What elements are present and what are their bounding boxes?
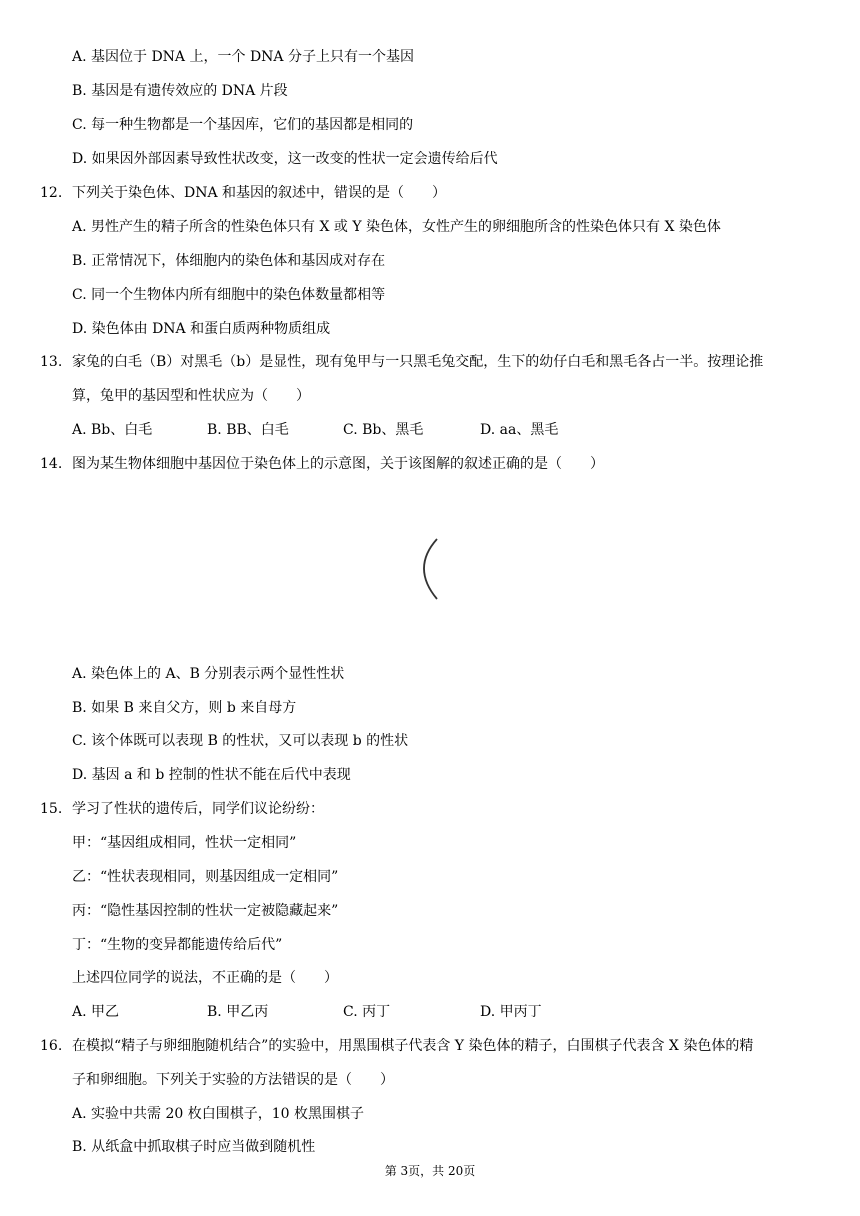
q15-option-a: A. 甲乙 — [72, 1004, 120, 1020]
page-footer: 第 3页，共 20页 — [384, 1164, 476, 1178]
q16-number: 16. — [40, 1038, 63, 1054]
q13-option-d: D. aa、黑毛 — [480, 422, 559, 438]
q15-option-d: D. 甲丙丁 — [480, 1004, 542, 1020]
q13-option-a: A. Bb、白毛 — [72, 422, 153, 438]
q14-option-a: A. 染色体上的 A、B 分别表示两个显性性状 — [72, 666, 345, 682]
q15-option-c: C. 丙丁 — [343, 1004, 391, 1020]
q13-stem-line2: 算，兔甲的基因型和性状应为（ ） — [72, 388, 310, 404]
q11-option-a: A. 基因位于 DNA 上，一个 DNA 分子上只有一个基因 — [72, 49, 414, 65]
q12-option-a: A. 男性产生的精子所含的性染色体只有 X 或 Y 染色体，女性产生的卵细胞所含的性染色体只有 X 染色体 — [72, 219, 721, 235]
q15-statement-jia: 甲：“基因组成相同，性状一定相同” — [72, 835, 297, 851]
chromosome-figure — [0, 480, 860, 660]
q14-stem: 图为某生物体细胞中基因位于染色体上的示意图，关于该图解的叙述正确的是（ ） — [72, 456, 604, 472]
q12-number: 12. — [40, 185, 63, 201]
q12-option-d: D. 染色体由 DNA 和蛋白质两种物质组成 — [72, 321, 331, 337]
q13-number: 13. — [40, 354, 63, 370]
q15-statement-ding: 丁：“生物的变异都能遗传给后代” — [72, 937, 283, 953]
q14-option-d: D. 基因 a 和 b 控制的性状不能在后代中表现 — [72, 767, 351, 783]
q13-option-c: C. Bb、黑毛 — [343, 422, 424, 438]
q14-option-b: B. 如果 B 来自父方，则 b 来自母方 — [72, 700, 297, 716]
q13-option-b: B. BB、白毛 — [207, 422, 289, 438]
q15-number: 15. — [40, 801, 63, 817]
q12-option-b: B. 正常情况下，体细胞内的染色体和基因成对存在 — [72, 253, 386, 269]
q14-option-c: C. 该个体既可以表现 B 的性状，又可以表现 b 的性状 — [72, 733, 409, 749]
q16-stem-line1: 在模拟“精子与卵细胞随机结合”的实验中，用黑围棋子代表含 Y 染色体的精子，白围棋子代表含 X 染色体的精 — [72, 1038, 754, 1054]
q14-number: 14. — [40, 456, 63, 472]
q11-option-d: D. 如果因外部因素导致性状改变，这一改变的性状一定会遗传给后代 — [72, 151, 498, 167]
q11-option-b: B. 基因是有遗传效应的 DNA 片段 — [72, 83, 288, 99]
q12-stem: 下列关于染色体、DNA 和基因的叙述中，错误的是（ ） — [72, 185, 447, 201]
q15-statement-yi: 乙：“性状表现相同，则基因组成一定相同” — [72, 869, 339, 885]
q11-option-c: C. 每一种生物都是一个基因库，它们的基因都是相同的 — [72, 117, 414, 133]
q12-option-c: C. 同一个生物体内所有细胞中的染色体数量都相等 — [72, 287, 386, 303]
q15-question: 上述四位同学的说法，不正确的是（ ） — [72, 970, 338, 986]
q16-option-a: A. 实验中共需 20 枚白围棋子，10 枚黑围棋子 — [72, 1106, 364, 1122]
q13-stem-line1: 家兔的白毛（B）对黑毛（b）是显性，现有兔甲与一只黑毛兔交配，生下的幼仔白毛和黑毛各占一半。按理论推 — [72, 354, 764, 370]
q15-statement-bing: 丙：“隐性基因控制的性状一定被隐藏起来” — [72, 903, 339, 919]
q15-stem: 学习了性状的遗传后，同学们议论纷纷： — [72, 801, 324, 817]
chromosome-arc — [424, 539, 437, 599]
q15-option-b: B. 甲乙丙 — [207, 1004, 269, 1020]
q16-stem-line2: 子和卵细胞。下列关于实验的方法错误的是（ ） — [72, 1072, 394, 1088]
q16-option-b: B. 从纸盒中抓取棋子时应当做到随机性 — [72, 1139, 316, 1155]
